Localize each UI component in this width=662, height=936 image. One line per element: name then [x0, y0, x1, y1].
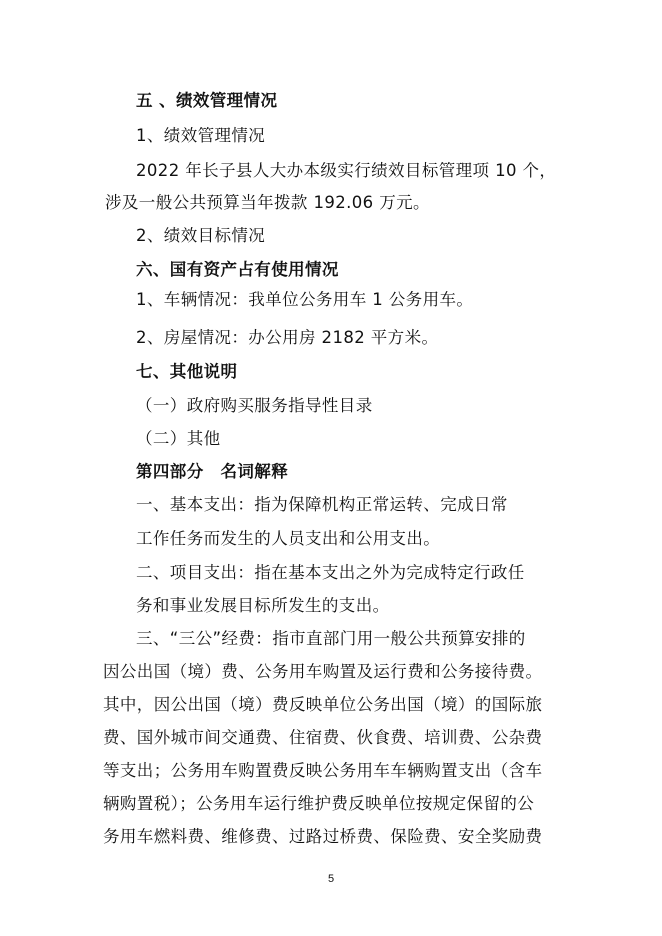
paragraph-line: 务和事业发展目标所发生的支出。	[136, 596, 390, 615]
section-heading-performance: 五 、绩效管理情况	[136, 91, 278, 110]
paragraph-line: 费、国外城市间交通费、住宿费、伙食费、培训费、公杂费	[103, 728, 543, 747]
section-heading-other-notes: 七、其他说明	[136, 362, 238, 381]
subheading-procurement-catalog: （一）政府购买服务指导性目录	[136, 396, 373, 415]
paragraph-line: 三、“三公”经费：指市直部门用一般公共预算安排的	[136, 629, 526, 648]
paragraph-line: 等支出；公务用车购置费反映公务用车车辆购置支出（含车	[103, 761, 543, 780]
paragraph-line: 其中，因公出国（境）费反映单位公务出国（境）的国际旅	[103, 695, 543, 714]
paragraph-line: 因公出国（境）费、公务用车购置及运行费和公务接待费。	[103, 662, 543, 681]
page-number: 5	[327, 873, 335, 885]
paragraph-line: 二、项目支出：指在基本支出之外为完成特定行政任	[136, 563, 525, 582]
paragraph-line: 一、基本支出：指为保障机构正常运转、完成日常	[136, 495, 508, 514]
paragraph-line: 辆购置税）；公务用车运行维护费反映单位按规定保留的公	[103, 794, 535, 813]
section-heading-state-assets: 六、国有资产占有使用情况	[136, 260, 339, 279]
paragraph-line: 涉及一般公共预算当年拨款 192.06 万元。	[105, 193, 430, 212]
paragraph-line: 务用车燃料费、维修费、过路过桥费、保险费、安全奖励费	[103, 827, 543, 846]
paragraph-line: 1、车辆情况：我单位公务用车 1 公务用车。	[136, 290, 474, 309]
paragraph-line: 2、房屋情况：办公用房 2182 平方米。	[136, 328, 439, 347]
part-heading-glossary: 第四部分 名词解释	[136, 462, 289, 481]
paragraph-line: 2022 年长子县人大办本级实行绩效目标管理项 10 个，	[136, 161, 557, 180]
subheading-other: （二）其他	[136, 429, 221, 448]
subheading-performance-management: 1、绩效管理情况	[136, 126, 266, 145]
paragraph-line: 工作任务而发生的人员支出和公用支出。	[136, 529, 441, 548]
subheading-performance-goals: 2、绩效目标情况	[136, 226, 266, 245]
